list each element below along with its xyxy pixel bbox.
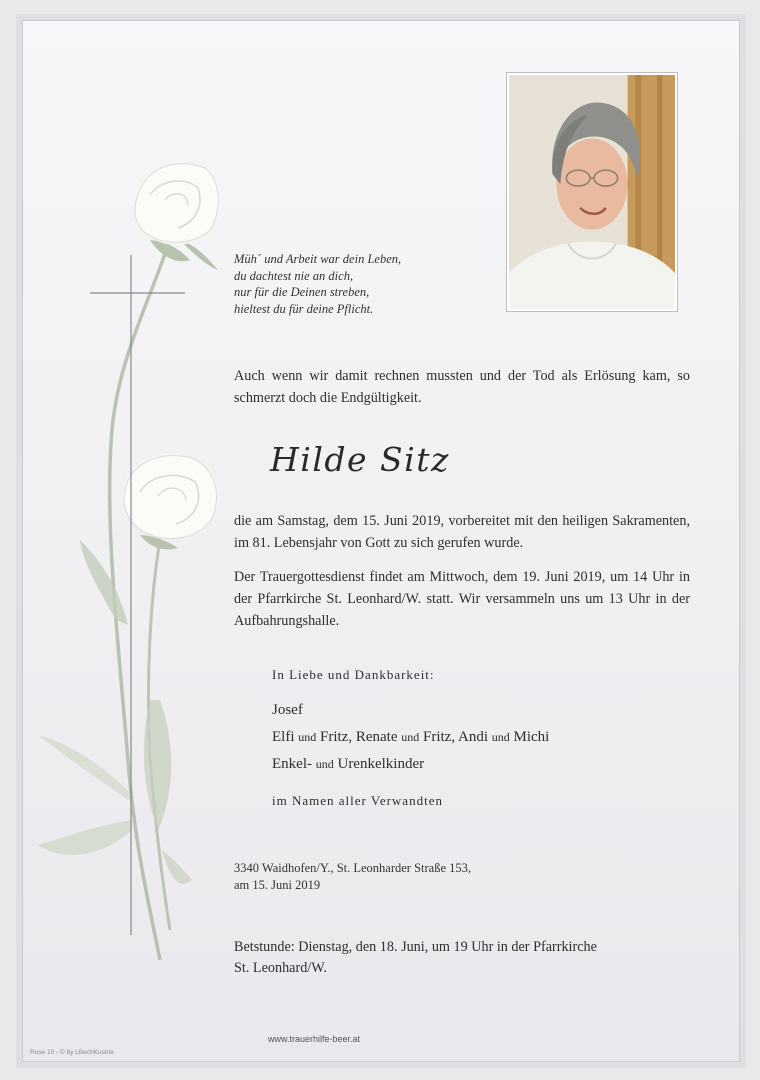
signature-josef: Josef [272,702,303,718]
family-name: Fritz, Andi [422,729,488,745]
family-name: Fritz, Renate [320,729,398,745]
signature-relatives: im Namen aller Verwandten [272,793,443,808]
signature-grandchildren [272,756,424,773]
memorial-verse [234,251,474,317]
grandchildren-label: Urenkelkinder [337,756,425,772]
address-date: am 15. Juni 2019 [234,878,321,892]
family-name: Michi [513,729,550,745]
deceased-name: Hilde Sitz [270,440,450,479]
verse-line: du dachtest nie an dich, [234,268,354,283]
signature-heading: In Liebe und Dankbarkeit: [272,667,435,682]
address-block [234,860,471,894]
prayer-notice [234,937,597,979]
verse-line: nur für die Deinen streben, [234,285,370,299]
address-line: 3340 Waidhofen/Y., St. Leonharder Straße 153, [234,861,472,875]
death-notice: die am Samstag, dem 15. Juni 2019, vorbereitet mit den heiligen Sakramenten, im 81. Lebensjahr von Gott zu sich gerufen wurde. [234,513,690,551]
prayer-line: St. Leonhard/W. [234,960,327,976]
image-credit: Rose 10 - © by LBechKustrie [30,1049,114,1056]
verse-line: Müh´ und Arbeit war dein Leben, [234,252,402,266]
signature-family [272,729,549,746]
website-link[interactable]: www.trauerhilfe-beer.at [268,1034,361,1044]
portrait-photo [506,72,678,312]
grandchildren-conjunction: und [315,757,334,771]
funeral-notice: Der Trauergottesdienst findet am Mittwoch, dem 19. Juni 2019, um 14 Uhr in der Pfarrkirche St. Leonhard/W. statt. Wir versammeln uns um 13 Uhr in der Aufbahrungshalle. [234,569,690,629]
family-conjunction: und [401,730,420,744]
family-name: Elfi [272,729,295,745]
family-conjunction: und [298,730,317,744]
verse-line: hieltest du für deine Pflicht. [234,301,374,316]
family-conjunction: und [491,730,510,744]
portrait-image [509,75,675,309]
prayer-line: Betstunde: Dienstag, den 18. Juni, um 19 Uhr in der Pfarrkirche [234,939,597,955]
intro-paragraph: Auch wenn wir damit rechnen mussten und der Tod als Erlösung kam, so schmerzt doch die Endgültigkeit. [234,368,690,406]
grandchildren-label: Enkel- [272,756,312,772]
